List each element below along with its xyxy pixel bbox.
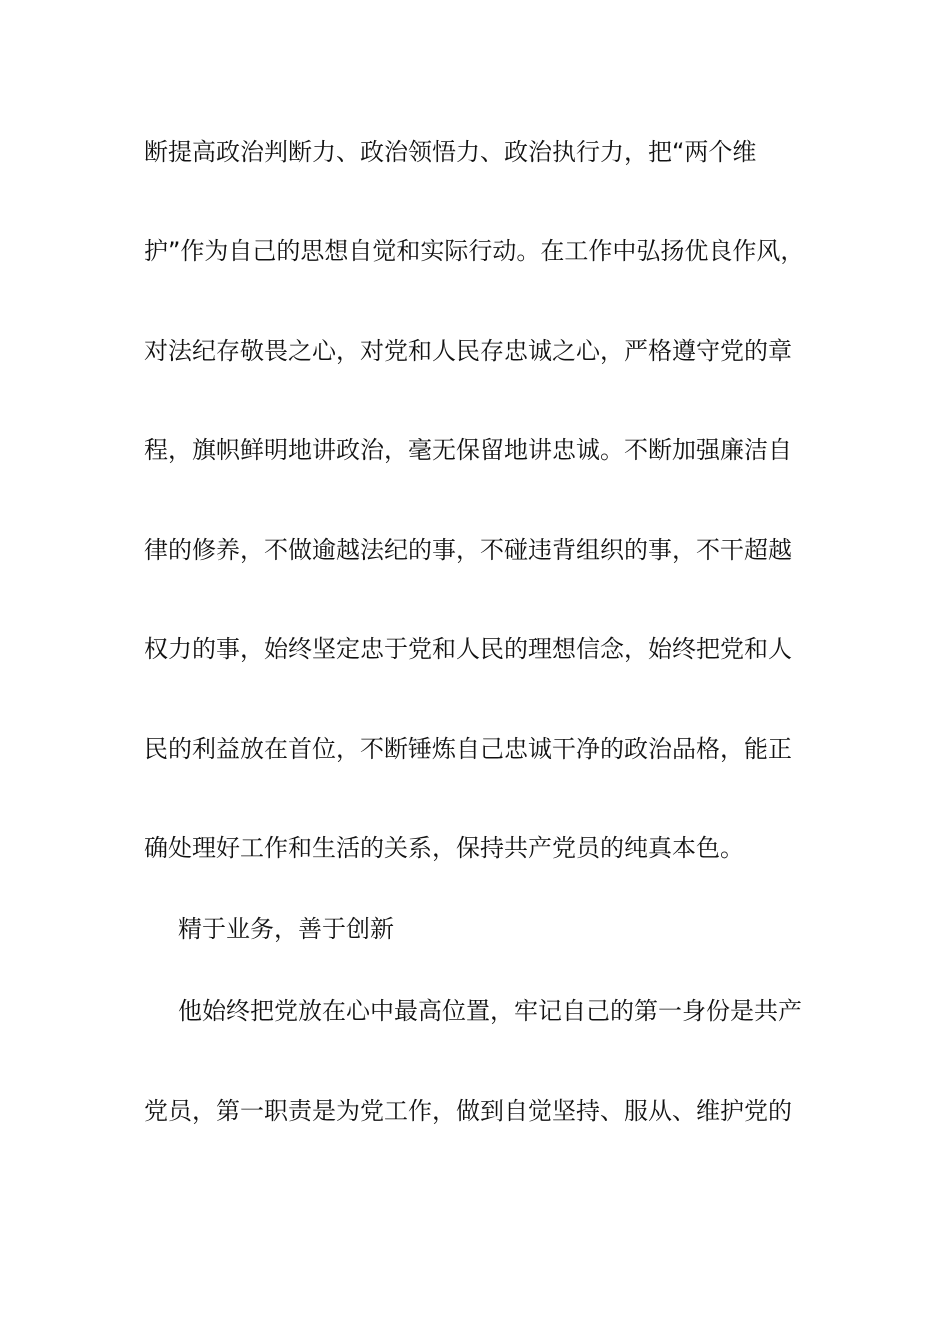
section-heading: 精于业务，善于创新 [178,915,394,943]
paragraph-line: 断提高政治判断力、政治领悟力、政治执行力，把“两个维 [144,138,757,166]
paragraph-line: 护”作为自己的思想自觉和实际行动。在工作中弘扬优良作风， [144,237,805,265]
paragraph-line: 党员，第一职责是为党工作，做到自觉坚持、服从、维护党的 [144,1097,792,1125]
paragraph-line: 民的利益放在首位，不断锤炼自己忠诚干净的政治品格，能正 [144,735,792,763]
paragraph-line: 对法纪存敬畏之心，对党和人民存忠诚之心，严格遵守党的章 [144,337,792,365]
paragraph-line: 律的修养，不做逾越法纪的事，不碰违背组织的事，不干超越 [144,536,792,564]
paragraph-line: 他始终把党放在心中最高位置，牢记自己的第一身份是共产 [178,997,802,1025]
paragraph-line: 权力的事，始终坚定忠于党和人民的理想信念，始终把党和人 [144,635,792,663]
paragraph-line: 确处理好工作和生活的关系，保持共产党员的纯真本色。 [144,834,744,862]
paragraph-line: 程，旗帜鲜明地讲政治，毫无保留地讲忠诚。不断加强廉洁自 [144,436,792,464]
